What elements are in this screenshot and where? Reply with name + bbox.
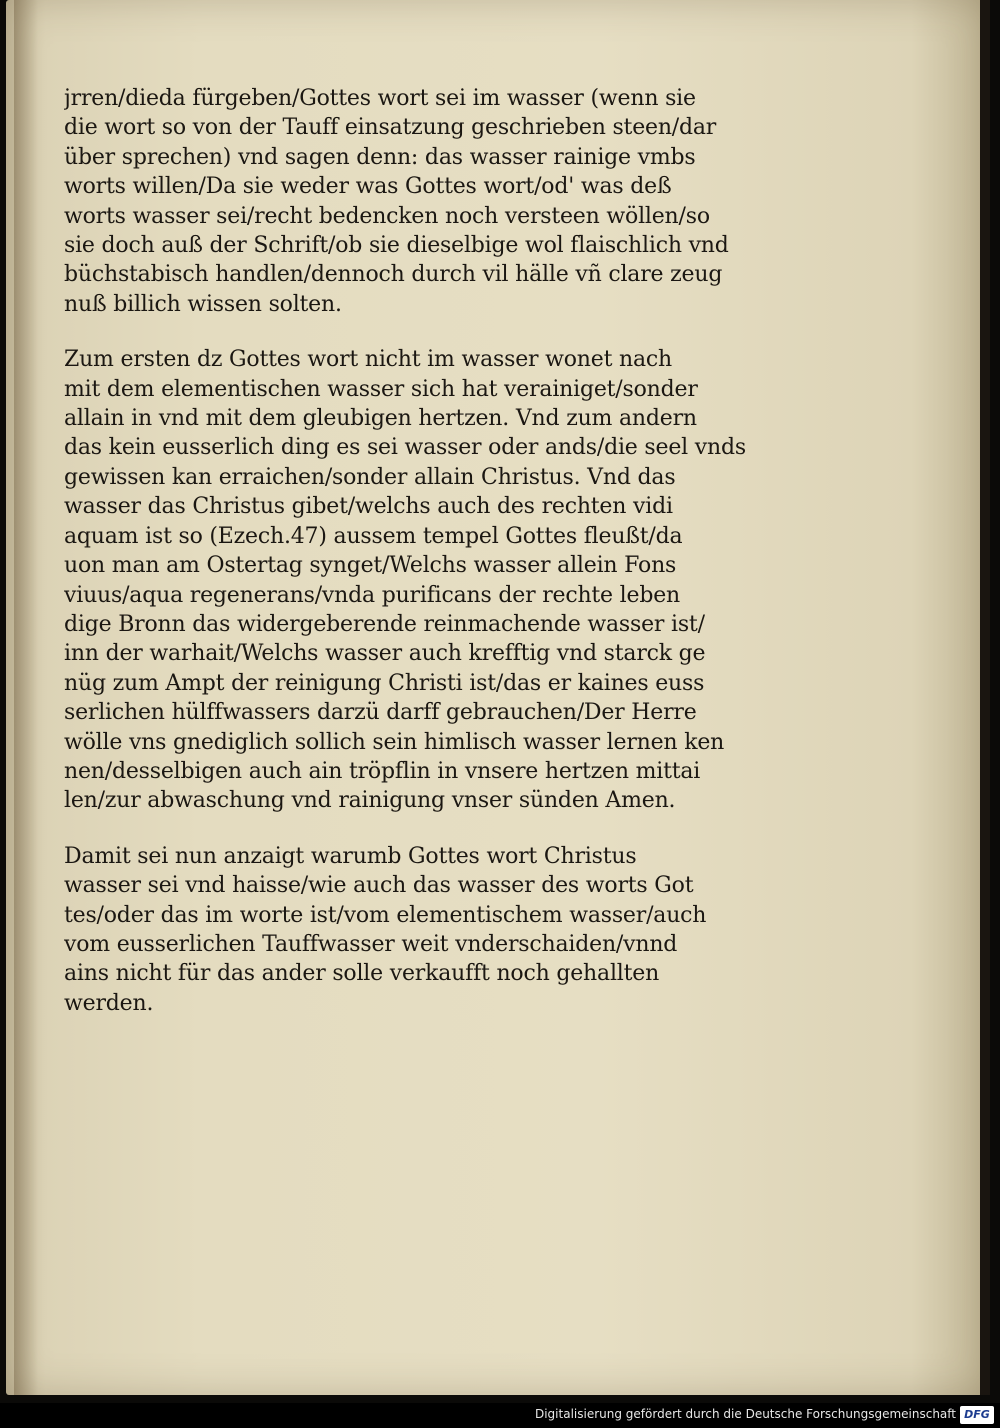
page-gutter-shadow bbox=[14, 0, 38, 1395]
text-line: allain in vnd mit dem gleubigen hertzen. Vnd zum andern bbox=[64, 406, 697, 432]
text-line: ains nicht für das ander solle verkaufft noch gehallten bbox=[64, 961, 660, 987]
text-line: len/zur abwaschung vnd rainigung vnser sünden Amen. bbox=[64, 788, 676, 814]
dfg-logo: DFG bbox=[960, 1406, 994, 1424]
text-line: das kein eusserlich ding es sei wasser oder ands/die seel vnds bbox=[64, 435, 746, 461]
paragraph bbox=[64, 84, 804, 319]
footer-bar bbox=[0, 1403, 1000, 1428]
text-line: nuß billich wissen solten. bbox=[64, 291, 342, 317]
text-line: sie doch auß der Schrift/ob sie dieselbige wol flaischlich vnd bbox=[64, 233, 729, 259]
text-line: vom eusserlichen Tauffwasser weit vnderschaiden/vnnd bbox=[64, 931, 678, 957]
text-line: mit dem elementischen wasser sich hat verainiget/sonder bbox=[64, 376, 698, 402]
text-line: jrren/dieda fürgeben/Gottes wort sei im wasser (wenn sie bbox=[64, 86, 696, 111]
text-line: Zum ersten dz Gottes wort nicht im wasser wonet nach bbox=[64, 347, 673, 373]
text-line: serlichen hülffwassers darzü darff gebrauchen/Der Herre bbox=[64, 700, 697, 726]
text-line: wasser sei vnd haisse/wie auch das wasser des worts Got bbox=[64, 873, 694, 899]
text-line: tes/oder das im worte ist/vom elementischem wasser/auch bbox=[64, 902, 707, 928]
scanned-page bbox=[6, 0, 990, 1395]
text-line: Damit sei nun anzaigt warumb Gottes wort Christus bbox=[64, 843, 637, 869]
text-line: viuus/aqua regenerans/vnda purificans der rechte leben bbox=[64, 582, 680, 608]
body-text bbox=[64, 84, 804, 1044]
text-line: uon man am Ostertag synget/Welchs wasser allein Fons bbox=[64, 553, 677, 579]
text-line: nüg zum Ampt der reinigung Christi ist/das er kaines euss bbox=[64, 670, 705, 696]
text-line: dige Bronn das widergeberende reinmachende wasser ist/ bbox=[64, 611, 705, 637]
text-line: worts wasser sei/recht bedencken noch versteen wöllen/so bbox=[64, 203, 710, 229]
paragraph bbox=[64, 345, 804, 816]
funding-credit: Digitalisierung gefördert durch die Deutsche Forschungsgemeinschaft bbox=[534, 1407, 956, 1421]
text-line: die wort so von der Tauff einsatzung geschrieben steen/dar bbox=[64, 115, 717, 141]
text-line: aquam ist so (Ezech.47) aussem tempel Gottes fleußt/da bbox=[64, 523, 683, 549]
paragraph bbox=[64, 842, 804, 1018]
text-line: worts willen/Da sie weder was Gottes wort/od' was deß bbox=[64, 174, 672, 200]
page-right-edge bbox=[980, 0, 990, 1395]
text-line: über sprechen) vnd sagen denn: das wasser rainige vmbs bbox=[64, 144, 696, 170]
text-line: inn der warhait/Welchs wasser auch krefftig vnd starck ge bbox=[64, 641, 706, 667]
text-line: büchstabisch handlen/dennoch durch vil hälle vñ clare zeug bbox=[64, 262, 723, 288]
text-line: wasser das Christus gibet/welchs auch des rechten vidi bbox=[64, 494, 673, 520]
text-line: wölle vns gnediglich sollich sein himlisch wasser lernen ken bbox=[64, 729, 725, 755]
text-line: gewissen kan erraichen/sonder allain Christus. Vnd das bbox=[64, 464, 676, 490]
text-line: nen/desselbigen auch ain tröpflin in vnsere hertzen mittai bbox=[64, 758, 701, 784]
text-line: werden. bbox=[64, 990, 154, 1016]
